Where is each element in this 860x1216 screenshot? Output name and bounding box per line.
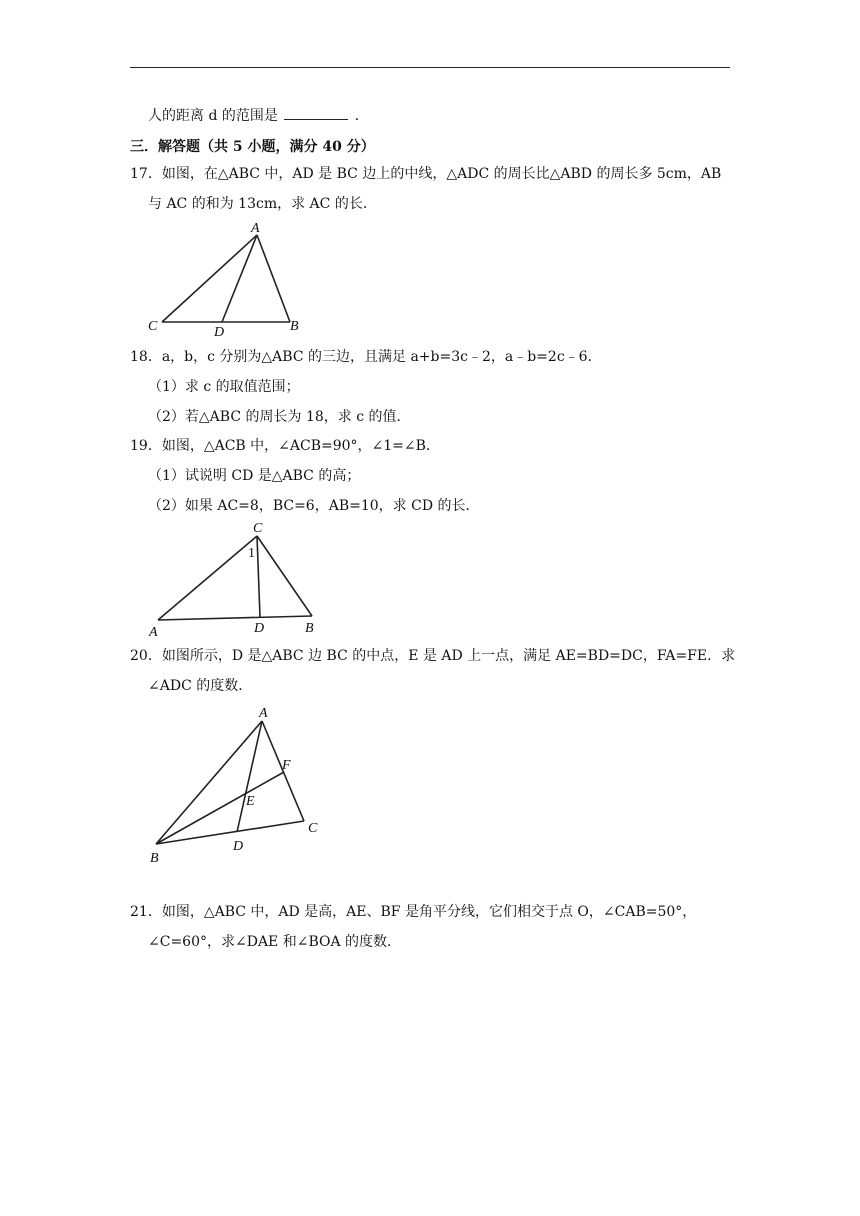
- section-title: 三．解答题（共 5 小题，满分 40 分）: [130, 139, 375, 155]
- fig19-label-angle1: 1: [248, 546, 255, 561]
- header-rule: [130, 67, 730, 68]
- fig20-label-d: D: [233, 839, 244, 854]
- fig17-label-d: D: [214, 325, 225, 340]
- fig19-label-d: D: [254, 621, 265, 636]
- fig17-label-a: A: [251, 221, 260, 236]
- fig20-label-a: A: [259, 706, 268, 721]
- fig19-side-cb: [257, 536, 312, 616]
- q20-line1: 20．如图所示，D 是△ABC 边 BC 的中点，E 是 AD 上一点，满足 AE=BD=DC，FA=FE．求: [130, 648, 736, 664]
- fig17-label-c: C: [148, 319, 158, 334]
- fig19-altitude-cd: [257, 536, 260, 617]
- fig20-label-e: E: [246, 794, 255, 809]
- q19-line3: （2）如果 AC=8，BC=6，AB=10，求 CD 的长．: [148, 498, 480, 514]
- answer-blank: [284, 106, 348, 120]
- q16-end: ．: [354, 108, 369, 124]
- figure-19: [140, 518, 340, 640]
- q20-line2: ∠ADC 的度数．: [148, 678, 253, 694]
- fig19-label-c: C: [253, 521, 263, 536]
- fig20-segment-bf: [156, 772, 284, 844]
- q17-line1: 17．如图，在△ABC 中，AD 是 BC 边上的中线，△ADC 的周长比△ABD 的周长多 5cm，AB: [130, 166, 722, 182]
- fig17-side-ca: [162, 235, 257, 322]
- q16-continuation: [148, 106, 369, 125]
- fig19-label-a: A: [149, 625, 158, 640]
- fig20-segment-ad: [237, 721, 262, 832]
- q18-line1: 18．a，b，c 分别为△ABC 的三边，且满足 a+b=3c﹣2，a﹣b=2c﹣6．: [130, 349, 602, 365]
- q21-line1: 21．如图，△ABC 中，AD 是高，AE、BF 是角平分线，它们相交于点 O，∠CAB=50°，: [130, 904, 697, 920]
- fig20-label-f: F: [282, 758, 291, 773]
- fig20-label-b: B: [150, 851, 159, 866]
- fig19-side-ac: [158, 536, 257, 620]
- fig19-side-ab: [158, 616, 312, 620]
- q18-line3: （2）若△ABC 的周长为 18，求 c 的值．: [148, 409, 411, 425]
- q21-line2: ∠C=60°，求∠DAE 和∠BOA 的度数．: [148, 934, 402, 950]
- fig19-label-b: B: [305, 621, 314, 636]
- fig20-side-bc: [156, 821, 304, 844]
- fig17-label-b: B: [290, 319, 299, 334]
- fig17-side-ab: [257, 235, 290, 322]
- fig20-side-ab: [156, 721, 262, 844]
- figure-20: [140, 700, 340, 866]
- q19-line1: 19．如图，△ACB 中，∠ACB=90°，∠1=∠B．: [130, 438, 440, 454]
- q17-line2: 与 AC 的和为 13cm，求 AC 的长．: [148, 196, 377, 212]
- figure-17: [140, 218, 320, 340]
- fig20-label-c: C: [308, 821, 318, 836]
- fig17-median-ad: [222, 235, 257, 322]
- q16-text: 人的距离 d 的范围是: [148, 108, 278, 124]
- q19-line2: （1）试说明 CD 是△ABC 的高；: [148, 468, 361, 484]
- q18-line2: （1）求 c 的取值范围；: [148, 379, 300, 395]
